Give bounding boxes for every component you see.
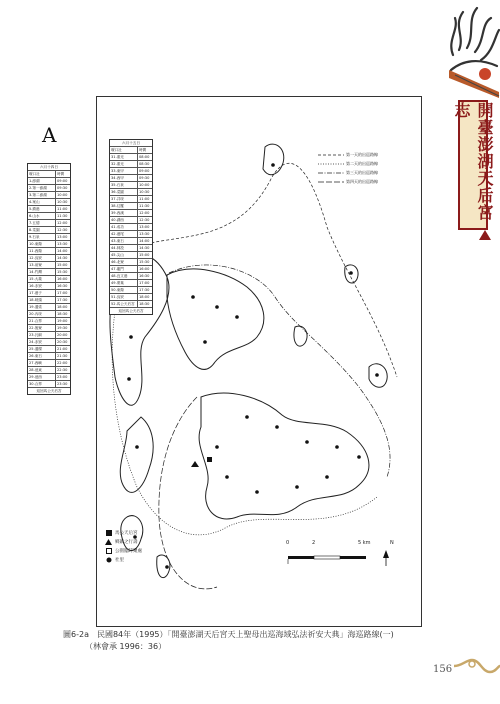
time-cell: 13:00 <box>57 235 68 239</box>
place-cell: 3.第二澎湖 <box>28 192 56 198</box>
table-row <box>110 266 152 273</box>
place-cell: 28.池東 <box>28 367 56 373</box>
place-cell: 47.龍門 <box>110 266 138 272</box>
place-cell: 18.岐頭 <box>28 297 56 303</box>
place-cell: 43.東石 <box>110 238 138 244</box>
schedule-table-day1 <box>27 163 71 395</box>
place-cell: 51.烏崁 <box>110 294 138 300</box>
symbol-legend-label: 公園臨時聚處 <box>115 548 142 554</box>
table-row <box>110 294 152 301</box>
place-cell: 14.竹灣 <box>28 269 56 275</box>
time-cell: 09:00 <box>57 179 68 183</box>
time-cell: 12:30 <box>139 218 150 222</box>
table-row <box>110 217 152 224</box>
square-outline-marker-icon <box>105 547 112 554</box>
time-cell: 14:00 <box>139 239 150 243</box>
table-row <box>110 280 152 287</box>
table-row <box>110 154 152 161</box>
time-cell: 17:00 <box>57 291 68 295</box>
scale-tick-label: 5 km <box>358 540 371 546</box>
time-cell: 23:00 <box>57 375 68 379</box>
caption-source: （林會承 1996：36） <box>85 642 167 651</box>
table-row <box>28 297 70 304</box>
route-legend-label: 第一天的出巡路線 <box>346 151 378 157</box>
place-cell: 19.通梁 <box>28 304 56 310</box>
place-cell: 1.澎湖 <box>28 178 56 184</box>
place-cell: 48.良文港 <box>110 273 138 279</box>
table-row <box>28 318 70 325</box>
table-row <box>110 238 152 245</box>
table-row <box>28 199 70 206</box>
symbol-legend-item <box>105 555 142 564</box>
time-cell: 10:30 <box>139 190 150 194</box>
time-cell: 10:00 <box>139 183 150 187</box>
time-cell: 11:30 <box>139 204 150 208</box>
table-row <box>110 252 152 259</box>
table-row <box>110 224 152 231</box>
table-row <box>110 231 152 238</box>
table-row <box>28 339 70 346</box>
table-row <box>110 196 152 203</box>
table-row <box>110 161 152 168</box>
time-cell: 09:00 <box>139 169 150 173</box>
schedule-table-day2 <box>109 139 153 315</box>
table-row <box>28 374 70 381</box>
place-cell: 52.馬公天后宮 <box>110 301 138 307</box>
route-legend-label: 第二天的出巡路線 <box>346 160 378 166</box>
time-cell: 19:30 <box>57 326 68 330</box>
table-row <box>28 367 70 374</box>
table-row <box>28 304 70 311</box>
place-cell: 21.合界 <box>28 318 56 324</box>
table-row <box>28 360 70 367</box>
scale-bar <box>286 548 396 570</box>
time-cell: 22:00 <box>57 361 68 365</box>
time-cell: 13:00 <box>139 225 150 229</box>
route-legend-item <box>318 150 400 159</box>
table-row <box>28 255 70 262</box>
place-cell: 30.合界 <box>28 381 56 387</box>
time-cell: 16:30 <box>139 274 150 278</box>
time-cell: 12:00 <box>139 211 150 215</box>
time-cell: 11:00 <box>57 207 68 211</box>
place-cell: 17.港子 <box>28 290 56 296</box>
place-cell: 24.赤崁 <box>28 339 56 345</box>
place-cell: 26.東石 <box>28 353 56 359</box>
table-row <box>110 301 152 308</box>
caption-line: 圖6-2a 民國84年（1995）「開臺澎湖天后宮天上聖母出巡海域弘法祈安大典」海巡路線(一) <box>63 630 394 639</box>
table-row <box>28 353 70 360</box>
place-cell: 8.菜園 <box>28 227 56 233</box>
symbol-legend-item <box>105 528 142 537</box>
place-cell: 33.東甲 <box>110 168 138 174</box>
place-cell: 13.前寮 <box>28 262 56 268</box>
table-row <box>28 185 70 192</box>
place-cell: 29.池西 <box>28 374 56 380</box>
table-row <box>28 213 70 220</box>
symbol-legend <box>105 528 142 564</box>
place-cell: 45.尖山 <box>110 252 138 258</box>
scroll-ornament <box>452 654 500 678</box>
table-row <box>28 227 70 234</box>
place-cell: 4.案山 <box>28 199 56 205</box>
table-row <box>110 273 152 280</box>
time-cell: 19:00 <box>57 319 68 323</box>
time-cell: 17:30 <box>57 298 68 302</box>
table-row <box>28 332 70 339</box>
figure-caption <box>63 629 433 653</box>
place-cell: 5.鎖港 <box>28 206 56 212</box>
table-col-headers <box>110 147 152 154</box>
place-cell: 31.重光 <box>110 154 138 160</box>
place-cell: 16.赤崁 <box>28 283 56 289</box>
place-cell: 42.港尾 <box>110 231 138 237</box>
time-cell: 13:30 <box>139 232 150 236</box>
time-cell: 18:00 <box>139 295 150 299</box>
table-col-headers <box>28 171 70 178</box>
table-row <box>28 178 70 185</box>
time-cell: 23:30 <box>57 382 68 386</box>
place-cell: 34.西甲 <box>110 175 138 181</box>
place-cell: 35.石泉 <box>110 182 138 188</box>
north-arrow-label: N <box>390 540 394 546</box>
time-cell: 15:00 <box>57 263 68 267</box>
table-row <box>110 245 152 252</box>
time-cell: 16:00 <box>57 277 68 281</box>
table-row <box>28 283 70 290</box>
place-cell: 27.西嶼 <box>28 360 56 366</box>
table-row <box>28 325 70 332</box>
place-cell: 37.井垵 <box>110 196 138 202</box>
place-cell: 2.第一澎湖 <box>28 185 56 191</box>
time-cell: 11:30 <box>57 214 68 218</box>
table-row <box>110 210 152 217</box>
place-cell: 7.五德 <box>28 220 56 226</box>
place-cell: 23.瓦硐 <box>28 332 56 338</box>
time-cell: 11:00 <box>139 197 150 201</box>
place-cell: 41.成功 <box>110 224 138 230</box>
place-cell: 22.後寮 <box>28 325 56 331</box>
route-legend-item <box>318 159 400 168</box>
table-row <box>28 241 70 248</box>
route-legend-label: 第四天的出巡路線 <box>346 178 378 184</box>
place-cell: 6.山水 <box>28 213 56 219</box>
panel-letter: A <box>42 123 57 147</box>
dot-marker-icon <box>105 556 112 563</box>
place-cell: 12.烏崁 <box>28 255 56 261</box>
symbol-legend-item <box>105 537 142 546</box>
time-cell: 16:30 <box>57 284 68 288</box>
table-row <box>110 203 152 210</box>
symbol-legend-label: 鄉鎮之行壽 <box>115 539 138 545</box>
time-cell: 09:30 <box>57 186 68 190</box>
place-cell: 11.西衛 <box>28 248 56 254</box>
table-row <box>28 381 70 388</box>
col-header-time: 時間 <box>139 148 147 152</box>
time-cell: 21:00 <box>57 347 68 351</box>
place-cell: 39.西溪 <box>110 210 138 216</box>
route-legend-label: 第三天的出巡路線 <box>346 169 378 175</box>
time-cell: 18:00 <box>57 305 68 309</box>
vertical-title: 開臺澎湖天后宮志 <box>458 100 488 230</box>
table-row <box>28 290 70 297</box>
place-cell: 15.大義 <box>28 276 56 282</box>
place-cell: 49.菓葉 <box>110 280 138 286</box>
time-cell: 10:30 <box>57 200 68 204</box>
table-row <box>110 182 152 189</box>
time-cell: 17:30 <box>139 288 150 292</box>
time-cell: 21:30 <box>57 354 68 358</box>
table-row <box>28 206 70 213</box>
table-row <box>110 287 152 294</box>
time-cell: 09:30 <box>139 176 150 180</box>
symbol-legend-label: 馬公天后宮 <box>115 530 138 536</box>
scale-tick-label: 2 <box>312 540 316 546</box>
col-header-time: 時間 <box>57 172 65 176</box>
time-cell: 13:30 <box>57 242 68 246</box>
table-row <box>110 175 152 182</box>
place-cell: 44.林投 <box>110 245 138 251</box>
place-cell: 32.重光 <box>110 161 138 167</box>
time-cell: 15:30 <box>57 270 68 274</box>
time-cell: 14:30 <box>139 246 150 250</box>
table-row <box>28 311 70 318</box>
place-cell: 38.紅羅 <box>110 203 138 209</box>
table-row <box>110 259 152 266</box>
symbol-legend-label: 社里 <box>115 557 124 563</box>
table-row <box>28 269 70 276</box>
table-header: 六月十五日 <box>110 140 152 147</box>
place-cell: 36.菜園 <box>110 189 138 195</box>
time-cell: 18:30 <box>57 312 68 316</box>
route-legend-item <box>318 177 400 186</box>
col-header-place: 壇口社 <box>28 171 56 177</box>
time-cell: 08:00 <box>139 155 150 159</box>
table-row <box>28 276 70 283</box>
place-cell: 9.石泉 <box>28 234 56 240</box>
time-cell: 15:30 <box>139 260 150 264</box>
table-row <box>28 234 70 241</box>
route-legend-item <box>318 168 400 177</box>
table-row <box>28 346 70 353</box>
table-row <box>28 192 70 199</box>
time-cell: 15:00 <box>139 253 150 257</box>
place-cell: 46.北寮 <box>110 259 138 265</box>
time-cell: 12:30 <box>57 228 68 232</box>
time-cell: 16:00 <box>139 267 150 271</box>
place-cell: 20.內垵 <box>28 311 56 317</box>
route-legend <box>318 150 400 186</box>
table-footer: 返回馬公天后宮 <box>118 309 144 313</box>
symbol-legend-item <box>105 546 142 555</box>
time-cell: 12:00 <box>57 221 68 225</box>
table-row <box>110 189 152 196</box>
scale-tick-label: 0 <box>286 540 290 546</box>
table-row <box>28 262 70 269</box>
time-cell: 20:00 <box>57 333 68 337</box>
place-cell: 50.東衛 <box>110 287 138 293</box>
table-header: 六月十四日 <box>28 164 70 171</box>
page-number: 156 <box>433 664 453 675</box>
time-cell: 14:00 <box>57 249 68 253</box>
time-cell: 14:30 <box>57 256 68 260</box>
time-cell: 22:30 <box>57 368 68 372</box>
place-cell: 40.湖西 <box>110 217 138 223</box>
triangle-marker-icon <box>105 538 112 545</box>
place-cell: 10.東衛 <box>28 241 56 247</box>
place-cell: 25.通樑 <box>28 346 56 352</box>
time-cell: 08:30 <box>139 162 150 166</box>
table-footer: 返回馬公天后宮 <box>36 389 62 393</box>
table-row <box>110 168 152 175</box>
time-cell: 17:00 <box>139 281 150 285</box>
table-row <box>28 248 70 255</box>
square-marker-icon <box>105 529 112 536</box>
time-cell: 10:00 <box>57 193 68 197</box>
time-cell: 18:30 <box>139 302 150 306</box>
time-cell: 20:30 <box>57 340 68 344</box>
col-header-place: 壇口社 <box>110 147 138 153</box>
table-row <box>28 220 70 227</box>
